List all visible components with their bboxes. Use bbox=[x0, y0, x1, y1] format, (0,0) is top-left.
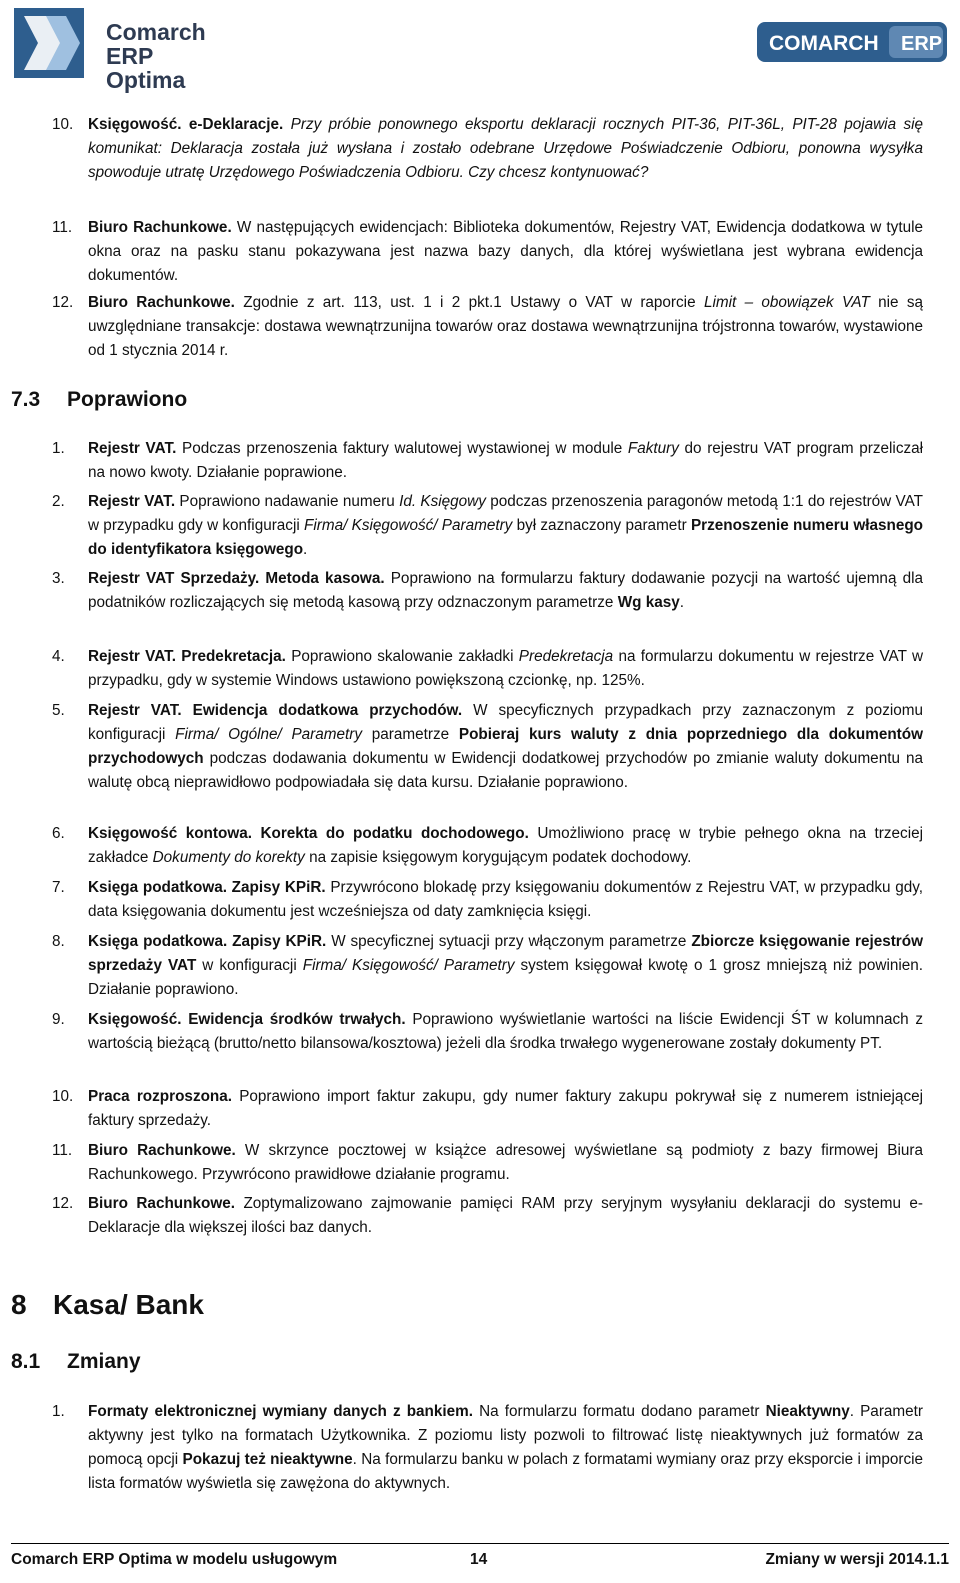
item-body-a: W specyficznej sytuacji przy włączonym parametrze bbox=[331, 933, 687, 950]
section-heading-7-3 bbox=[11, 386, 187, 414]
item-number: 12. bbox=[52, 1195, 74, 1212]
item-title: Księgowość. e-Deklaracje. bbox=[88, 116, 284, 133]
item-title: Biuro Rachunkowe. bbox=[88, 1142, 236, 1159]
item-body-b: do rejestru VAT program przeliczał na nowo kwoty. Działanie poprawione. bbox=[88, 440, 924, 481]
item-italic: Faktury bbox=[627, 440, 679, 457]
item-italic-2: Firma/ Księgowość/ Parametry bbox=[304, 517, 513, 534]
logo-right-badge: ERP bbox=[901, 33, 943, 55]
section-title: Poprawiono bbox=[67, 388, 188, 411]
item-text bbox=[88, 1008, 923, 1056]
item-text bbox=[88, 876, 923, 924]
item-italic: Id. Księgowy bbox=[399, 493, 486, 510]
item-title: Biuro Rachunkowe. bbox=[88, 219, 232, 236]
item-body-a: Podczas przenoszenia faktury walutowej wystawionej w module bbox=[182, 440, 623, 457]
item-title: Praca rozproszona. bbox=[88, 1088, 233, 1105]
item-text bbox=[88, 1085, 923, 1133]
item-body-a: Poprawiono skalowanie zakładki bbox=[291, 648, 514, 665]
item-title: Rejestr VAT. Ewidencja dodatkowa przychodów. bbox=[88, 702, 463, 719]
item-body-c: system księgował kwotę o 1 grosz mniejszą niż powinien. Działanie poprawiono. bbox=[88, 957, 924, 998]
item-body-a: W specyficznych przypadkach przy zaznaczonym z poziomu konfiguracji bbox=[88, 702, 923, 743]
item-title: Księga podatkowa. Zapisy KPiR. bbox=[88, 933, 327, 950]
logo-line-2: Optima bbox=[106, 67, 186, 93]
item-body: Przy próbie ponownego eksportu deklaracji rocznych PIT-36, PIT-36L, PIT-28 pojawia się komunikat: Deklaracja została już wysłana i zostało odebrane Urzędowe Poświadczenie Odbioru, ponowna wysyłka spowoduje utratę Urzędowego Poświadczenia Odbioru. Czy chcesz kontynuować? bbox=[88, 116, 923, 181]
item-text bbox=[88, 113, 923, 185]
item-body-a: Umożliwiono pracę w trybie pełnego okna na trzeciej zakładce bbox=[88, 825, 923, 866]
item-number: 10. bbox=[52, 1088, 74, 1105]
item-number: 6. bbox=[52, 825, 65, 842]
item-body-b: parametrze bbox=[371, 726, 450, 743]
item-number: 9. bbox=[52, 1011, 65, 1028]
item-title: Biuro Rachunkowe. bbox=[88, 1195, 235, 1212]
item-title: Rejestr VAT Sprzedaży. Metoda kasowa. bbox=[88, 570, 385, 587]
item-bold-3: Pokazuj też nieaktywne bbox=[182, 1451, 353, 1468]
item-number: 11. bbox=[52, 1142, 73, 1159]
item-body-b: podczas przenoszenia paragonów metodą 1:1 do rejestrów VAT w przypadku gdy w konfiguracji bbox=[88, 493, 924, 534]
item-title: Księgowość kontowa. Korekta do podatku dochodowego. bbox=[88, 825, 529, 842]
item-title: Rejestr VAT. bbox=[88, 440, 177, 457]
item-body-a: Poprawiono wyświetlanie wartości na liście Ewidencji ŚT w kolumnach z wartością bieżącą (brutto/netto bilansowa/kosztowa) jeżeli dla środka trwałego wygenerowane zostały dokumenty PT. bbox=[88, 1011, 923, 1052]
item-italic: Dokumenty do korekty bbox=[152, 849, 305, 866]
section-heading-8-1 bbox=[11, 1348, 141, 1376]
item-title: Rejestr VAT. Predekretacja. bbox=[88, 648, 286, 665]
item-body-a: Poprawiono nadawanie numeru bbox=[179, 493, 395, 510]
item-italic: Firma/ Ogólne/ Parametry bbox=[175, 726, 363, 743]
item-italic: Limit – obowiązek VAT bbox=[703, 294, 870, 311]
item-body-b: na formularzu dokumentu w rejestrze VAT w przypadku, gdy w systemie Windows ustawiono powiększoną czcionkę, np. 125%. bbox=[88, 648, 924, 689]
item-text bbox=[88, 930, 923, 1002]
item-body-a: Poprawiono na formularzu faktury dodawanie pozycji na wartość ujemną dla podatników rozliczających się metodą kasową przy odznaczonym parametrze bbox=[88, 570, 923, 611]
footer-divider bbox=[11, 1543, 949, 1544]
item-bold-2: Wg kasy bbox=[617, 594, 680, 611]
item-body-c: był zaznaczony parametr bbox=[516, 517, 687, 534]
item-text bbox=[88, 822, 923, 870]
item-text bbox=[88, 291, 923, 363]
chapter-title: Kasa/ Bank bbox=[53, 1289, 204, 1320]
item-body-b: nie są uwzględniane transakcje: dostawa wewnątrzunijna towarów oraz dostawa wewnątrzunijna trójstronna towarów, wystawione od 1 stycznia 2014 r. bbox=[88, 294, 924, 359]
item-text bbox=[88, 645, 923, 693]
logo-text bbox=[106, 20, 254, 92]
item-body-a: W skrzynce pocztowej w książce adresowej wyświetlane są podmioty z bazy firmowej Biura Rachunkowego. Przywrócono prawidłowe działanie programu. bbox=[88, 1142, 924, 1183]
comarch-erp-badge-logo bbox=[757, 22, 947, 62]
item-title: Rejestr VAT. bbox=[88, 493, 176, 510]
item-text bbox=[88, 490, 923, 562]
item-text bbox=[88, 216, 923, 288]
item-number: 1. bbox=[52, 1403, 65, 1420]
item-body-c: . Na formularzu banku w polach z formatami wymiany oraz przy eksporcie i imporcie lista formatów wyświetla się zawężona do aktywnych. bbox=[88, 1451, 923, 1492]
item-bold-2: Zbiorcze księgowanie rejestrów sprzedaży VAT bbox=[88, 933, 924, 974]
item-body-a: Zoptymalizowano zajmowanie pamięci RAM przy seryjnym wysyłaniu deklaracji do systemu e-Deklaracje dla większej ilości baz danych. bbox=[88, 1195, 924, 1236]
page-number: 14 bbox=[470, 1551, 488, 1568]
item-text bbox=[88, 699, 923, 795]
item-text bbox=[88, 567, 923, 615]
chapter-number: 8 bbox=[11, 1289, 27, 1320]
item-text bbox=[88, 1192, 923, 1240]
item-number: 5. bbox=[52, 702, 65, 719]
section-number: 8.1 bbox=[11, 1350, 41, 1373]
item-body-d: . bbox=[303, 541, 308, 558]
footer-title: Comarch ERP Optima w modelu usługowym bbox=[11, 1551, 338, 1568]
item-text bbox=[88, 437, 923, 485]
item-number: 3. bbox=[52, 570, 65, 587]
section-title: Zmiany bbox=[67, 1350, 141, 1373]
item-title: Biuro Rachunkowe. bbox=[88, 294, 235, 311]
item-body-a: Na formularzu formatu dodano parametr bbox=[479, 1403, 760, 1420]
item-bold-2: Nieaktywny bbox=[765, 1403, 850, 1420]
item-number: 1. bbox=[52, 440, 65, 457]
page-footer bbox=[0, 1535, 960, 1583]
item-title: Księgowość. Ewidencja środków trwałych. bbox=[88, 1011, 406, 1028]
item-number: 10. bbox=[52, 116, 74, 133]
item-body: W następujących ewidencjach: Biblioteka dokumentów, Rejestry VAT, Ewidencja dodatkowa w tytule okna oraz na pasku stanu pokazywana jest nazwa bazy danych, dla której wyświetlana jest wybrana ewidencja dokumentów. bbox=[88, 219, 923, 284]
item-body-b: w konfiguracji bbox=[202, 957, 297, 974]
item-body-a: Przywrócono blokadę przy księgowaniu dokumentów z Rejestru VAT, w przypadku gdy, data księgowania dokumentu jest wcześniejsza od daty zamknięcia księgi. bbox=[88, 879, 924, 920]
item-text bbox=[88, 1139, 923, 1187]
item-text bbox=[88, 1400, 923, 1496]
item-bold-2: Przenoszenie numeru własnego do identyfikatora księgowego bbox=[88, 517, 924, 558]
optima-logo-icon bbox=[14, 8, 84, 78]
logo-right-text: COMARCH bbox=[769, 32, 879, 55]
item-body-c: podczas dodawania dokumentu w Ewidencji dodatkowej przychodów po zmianie waluty dokumentu na walutę obcą nieprawidłowo podpowiadała się data kursu. Działanie poprawiono. bbox=[88, 750, 923, 791]
section-number: 7.3 bbox=[11, 388, 41, 411]
item-bold-2: Pobieraj kurs waluty z dnia poprzedniego dla dokumentów przychodowych bbox=[88, 726, 924, 767]
item-title: Formaty elektronicznej wymiany danych z bankiem. bbox=[88, 1403, 474, 1420]
item-italic: Predekretacja bbox=[518, 648, 614, 665]
item-number: 8. bbox=[52, 933, 65, 950]
item-body-a: Poprawiono import faktur zakupu, gdy numer faktury zakupu pokrywał się z numerem istniejącej faktury sprzedaży. bbox=[88, 1088, 923, 1129]
item-number: 7. bbox=[52, 879, 65, 896]
item-body-d: . bbox=[679, 594, 684, 611]
item-title: Księga podatkowa. Zapisy KPiR. bbox=[88, 879, 326, 896]
item-number: 12. bbox=[52, 294, 74, 311]
item-body-b: . Parametr aktywny jest tylko na formatach Użytkownika. Z poziomu listy pozwoli to filtrować listę nieaktywnych już formatów za pomocą opcji bbox=[88, 1403, 924, 1468]
comarch-erp-optima-logo bbox=[14, 8, 254, 93]
item-number: 11. bbox=[52, 219, 73, 236]
item-body-a: Zgodnie z art. 113, ust. 1 i 2 pkt.1 Ustawy o VAT w raporcie bbox=[243, 294, 696, 311]
footer-version: Zmiany w wersji 2014.1.1 bbox=[765, 1551, 949, 1568]
item-body-b: na zapisie księgowym korygującym podatek dochodowy. bbox=[309, 849, 692, 866]
page-header bbox=[0, 0, 960, 93]
item-italic: Firma/ Księgowość/ Parametry bbox=[302, 957, 515, 974]
item-number: 4. bbox=[52, 648, 65, 665]
chapter-heading-8 bbox=[11, 1287, 204, 1323]
item-number: 2. bbox=[52, 493, 65, 510]
logo-line-1: Comarch ERP bbox=[106, 19, 206, 69]
